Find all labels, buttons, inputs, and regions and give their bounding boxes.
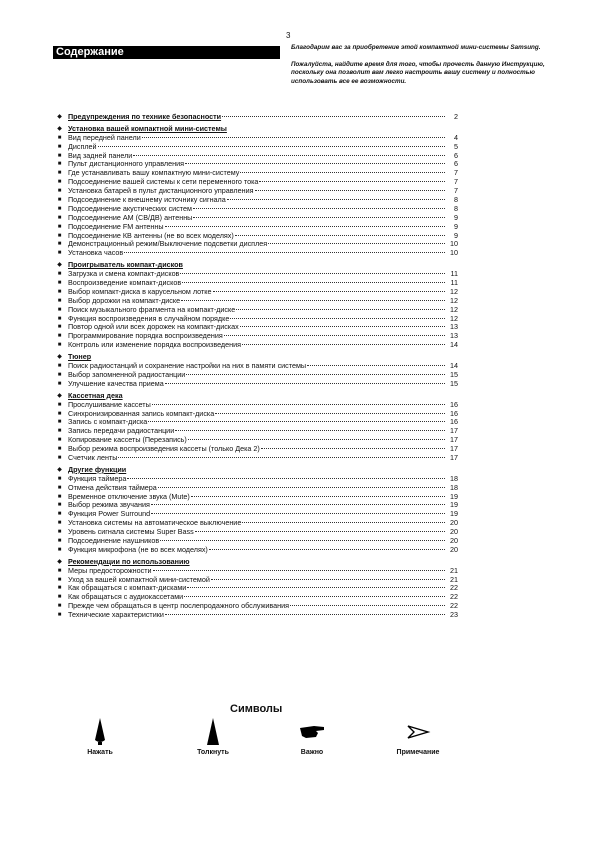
- toc-leader-dots: [195, 531, 445, 532]
- toc-entry-text: Подсоединение к внешнему источнику сигнала: [68, 195, 226, 205]
- symbol-press: [60, 718, 140, 756]
- square-bullet-icon: ■: [57, 232, 62, 239]
- toc-leader-dots: [186, 374, 445, 375]
- square-bullet-icon: ■: [57, 428, 62, 435]
- toc-leader-dots: [255, 190, 446, 191]
- toc-page-number: 9: [454, 212, 458, 222]
- toc-leader-dots: [261, 448, 445, 449]
- toc-section: [57, 260, 458, 350]
- square-bullet-icon: ■: [57, 546, 62, 553]
- square-bullet-icon: ■: [57, 306, 62, 313]
- toc-entry-text: Прослушивание кассеты: [68, 399, 151, 409]
- toc-leader-dots: [158, 487, 445, 488]
- toc-leader-dots: [98, 146, 445, 147]
- square-bullet-icon: ■: [57, 161, 62, 168]
- toc-leader-dots: [182, 282, 445, 283]
- toc-leader-dots: [211, 579, 445, 580]
- square-bullet-icon: ■: [57, 401, 62, 408]
- toc-leader-dots: [215, 413, 445, 414]
- toc-leader-dots: [124, 252, 445, 253]
- table-of-contents: [57, 112, 458, 620]
- toc-entry: [57, 610, 458, 620]
- toc-entry-text: Отмена действия таймера: [68, 482, 157, 492]
- toc-entry: [57, 340, 458, 350]
- toc-entry-text: Выбор компакт-диска в карусельном лотке: [68, 286, 212, 296]
- toc-leader-dots: [235, 235, 445, 236]
- toc-leader-dots: [230, 318, 445, 319]
- toc-page-number: 20: [450, 527, 458, 537]
- toc-page-number: 4: [454, 132, 458, 142]
- intro-paragraph-1: Благодарим вас за приобретение этой компактной мини-системы Samsung.: [291, 44, 541, 51]
- toc-entry: [57, 452, 458, 463]
- toc-entry-text: Выбор режима звучания: [68, 500, 150, 510]
- push-icon: [206, 718, 220, 746]
- toc-leader-dots: [133, 155, 445, 156]
- square-bullet-icon: ■: [57, 214, 62, 221]
- toc-entry-text: Контроль или изменение порядка воспроизведения: [68, 340, 241, 350]
- toc-page-number: 16: [450, 399, 458, 409]
- toc-page-number: 8: [454, 203, 458, 213]
- page-title: Содержание: [53, 46, 280, 59]
- toc-page-number: 9: [454, 230, 458, 240]
- toc-leader-dots: [290, 605, 445, 606]
- toc-leader-dots: [236, 309, 445, 310]
- toc-leader-dots: [224, 335, 445, 336]
- toc-section: [57, 352, 458, 389]
- square-bullet-icon: ■: [57, 271, 62, 278]
- toc-entry-text: Функция таймера: [68, 473, 127, 483]
- toc-entry-text: Подсоединение AM (СВ/ДВ) антенны: [68, 212, 193, 222]
- toc-entry-text: Загрузка и смена компакт-дисков: [68, 269, 180, 279]
- toc-entry-text: Временное отключение звука (Mute): [68, 491, 190, 501]
- toc-page-number: 22: [450, 592, 458, 602]
- toc-entry-text: Повтор одной или всех дорожек на компакт-дисках: [68, 322, 239, 332]
- toc-entry-text: Установка батарей в пульт дистанционного управления: [68, 186, 254, 196]
- toc-page-number: 19: [450, 500, 458, 510]
- square-bullet-icon: ■: [57, 437, 62, 444]
- diamond-bullet-icon: ◆: [57, 558, 62, 565]
- square-bullet-icon: ■: [57, 143, 62, 150]
- square-bullet-icon: ■: [57, 493, 62, 500]
- intro-paragraph-2: Пожалуйста, найдите время для того, чтобы прочесть данную Инструкцию, поскольку она позволит вам легко настроить вашу систему и полностью использовать все ее возможности.: [291, 60, 545, 85]
- square-bullet-icon: ■: [57, 567, 62, 574]
- symbol-label-push: Толкнуть: [197, 749, 229, 756]
- square-bullet-icon: ■: [57, 188, 62, 195]
- toc-leader-dots: [118, 457, 445, 458]
- toc-entry-text: Счетчик ленты: [68, 452, 118, 462]
- toc-leader-dots: [151, 513, 445, 514]
- toc-leader-dots: [193, 208, 445, 209]
- toc-entry-text: Выбор запомненной радиостанции: [68, 369, 186, 379]
- square-bullet-icon: ■: [57, 475, 62, 482]
- toc-entry-text: Технические характеристики: [68, 610, 164, 620]
- symbol-important: [272, 718, 352, 756]
- toc-leader-dots: [148, 421, 445, 422]
- square-bullet-icon: ■: [57, 520, 62, 527]
- toc-entry-text: Подсоединение FM антенны: [68, 221, 164, 231]
- toc-section: [57, 556, 458, 620]
- toc-page-number: 16: [450, 408, 458, 418]
- toc-leader-dots: [227, 199, 445, 200]
- diamond-bullet-icon: ◆: [57, 125, 62, 132]
- square-bullet-icon: ■: [57, 594, 62, 601]
- toc-entry-text: Вид задней панели: [68, 150, 133, 160]
- symbols-title: Символы: [230, 703, 283, 715]
- square-bullet-icon: ■: [57, 205, 62, 212]
- toc-section: [57, 464, 458, 555]
- toc-leader-dots: [242, 344, 445, 345]
- toc-page-number: 12: [450, 313, 458, 323]
- square-bullet-icon: ■: [57, 371, 62, 378]
- square-bullet-icon: ■: [57, 342, 62, 349]
- square-bullet-icon: ■: [57, 537, 62, 544]
- toc-entry-text: Пульт дистанционного управления: [68, 159, 184, 169]
- toc-leader-dots: [160, 540, 445, 541]
- toc-entry-text: Установка системы на автоматическое выключение: [68, 518, 242, 528]
- square-bullet-icon: ■: [57, 410, 62, 417]
- toc-entry-text: Запись передачи радиостанции: [68, 426, 175, 436]
- toc-heading-text: Проигрыватель компакт-дисков: [68, 260, 183, 270]
- toc-entry-text: Синхронизированная запись компакт-диска: [68, 408, 215, 418]
- toc-leader-dots: [188, 439, 445, 440]
- toc-section: [57, 123, 458, 258]
- toc-leader-dots: [175, 430, 445, 431]
- toc-leader-dots: [165, 383, 445, 384]
- toc-page-number: 22: [450, 583, 458, 593]
- square-bullet-icon: ■: [57, 363, 62, 370]
- toc-heading-text: Предупреждения по технике безопасности: [68, 112, 222, 121]
- toc-page-number: 19: [450, 491, 458, 501]
- square-bullet-icon: ■: [57, 502, 62, 509]
- toc-entry-text: Уровень сигнала системы Super Bass: [68, 527, 194, 537]
- toc-entry-text: Уход за вашей компактной мини-системой: [68, 574, 210, 584]
- toc-entry-text: Поиск музыкального фрагмента на компакт-диске: [68, 304, 236, 314]
- toc-page-number: 17: [450, 435, 458, 445]
- toc-page-number: 2: [454, 112, 458, 121]
- toc-entry-text: Функция Power Surround: [68, 509, 151, 519]
- toc-page-number: 17: [450, 444, 458, 454]
- toc-heading-text: Другие функции: [68, 464, 127, 474]
- square-bullet-icon: ■: [57, 454, 62, 461]
- toc-leader-dots: [165, 614, 445, 615]
- square-bullet-icon: ■: [57, 484, 62, 491]
- toc-entry-text: Улучшение качества приема: [68, 378, 164, 388]
- toc-page-number: 21: [450, 565, 458, 575]
- square-bullet-icon: ■: [57, 134, 62, 141]
- toc-leader-dots: [193, 217, 445, 218]
- toc-page-number: 19: [450, 509, 458, 519]
- toc-page-number: 17: [450, 426, 458, 436]
- toc-page-number: 22: [450, 601, 458, 611]
- square-bullet-icon: ■: [57, 241, 62, 248]
- toc-leader-dots: [185, 163, 445, 164]
- toc-page-number: 6: [454, 159, 458, 169]
- diamond-bullet-icon: ◆: [57, 114, 62, 120]
- square-bullet-icon: ■: [57, 179, 62, 186]
- square-bullet-icon: ■: [57, 280, 62, 287]
- toc-leader-dots: [240, 172, 445, 173]
- square-bullet-icon: ■: [57, 380, 62, 387]
- square-bullet-icon: ■: [57, 250, 62, 257]
- square-bullet-icon: ■: [57, 612, 62, 619]
- square-bullet-icon: ■: [57, 511, 62, 518]
- toc-page-number: 15: [450, 369, 458, 379]
- toc-page-number: 5: [454, 141, 458, 151]
- toc-page-number: 13: [450, 322, 458, 332]
- toc-entry: [57, 132, 458, 143]
- toc-leader-dots: [259, 181, 445, 182]
- note-arrow-icon: [404, 718, 432, 746]
- square-bullet-icon: ■: [57, 152, 62, 159]
- toc-page-number: 11: [450, 269, 458, 279]
- toc-leader-dots: [184, 596, 445, 597]
- pointing-hand-icon: [298, 718, 326, 746]
- diamond-bullet-icon: ◆: [57, 262, 62, 269]
- toc-leader-dots: [213, 291, 445, 292]
- toc-leader-dots: [240, 326, 445, 327]
- toc-heading-text: Тюнер: [68, 352, 92, 362]
- toc-page-number: 7: [454, 168, 458, 178]
- toc-heading-text: Установка вашей компактной мини-системы: [68, 123, 227, 133]
- toc-entry-text: Функция микрофона (не во всех моделях): [68, 544, 208, 554]
- toc-entry-text: Программирование порядка воспроизведения: [68, 331, 223, 341]
- square-bullet-icon: ■: [57, 529, 62, 536]
- toc-page-number: 13: [450, 331, 458, 341]
- toc-section-heading: [57, 112, 458, 122]
- toc-page-number: 15: [450, 378, 458, 388]
- toc-leader-dots: [142, 137, 445, 138]
- square-bullet-icon: ■: [57, 297, 62, 304]
- toc-section: [57, 112, 458, 122]
- toc-entry-text: Поиск радиостанций и сохранение настройки на них в памяти системы: [68, 361, 307, 371]
- toc-section: [57, 390, 458, 463]
- toc-entry-text: Функция воспроизведения в случайном порядке: [68, 313, 230, 323]
- press-icon: [93, 718, 107, 746]
- toc-page-number: 12: [450, 304, 458, 314]
- toc-page-number: 7: [454, 186, 458, 196]
- toc-leader-dots: [307, 365, 445, 366]
- toc-page-number: 23: [450, 610, 458, 620]
- toc-entry-text: Демонстрационный режим/Выключение подсветки дисплея: [68, 239, 268, 249]
- toc-leader-dots: [127, 478, 445, 479]
- toc-page-number: 18: [450, 473, 458, 483]
- toc-heading-text: Рекомендации по использованию: [68, 556, 190, 566]
- toc-entry-text: Подсоединение акустических систем: [68, 203, 192, 213]
- toc-leader-dots: [222, 116, 445, 117]
- toc-entry-text: Прежде чем обращаться в центр послепродажного обслуживания: [68, 601, 289, 611]
- toc-entry-text: Подсоединение наушников: [68, 535, 160, 545]
- square-bullet-icon: ■: [57, 315, 62, 322]
- symbol-label-press: Нажать: [87, 749, 113, 756]
- symbol-label-important: Важно: [300, 749, 324, 756]
- square-bullet-icon: ■: [57, 419, 62, 426]
- diamond-bullet-icon: ◆: [57, 354, 62, 361]
- toc-entry: [57, 378, 458, 389]
- square-bullet-icon: ■: [57, 576, 62, 583]
- toc-leader-dots: [180, 273, 445, 274]
- toc-entry-text: Выбор дорожки на компакт-диске: [68, 295, 181, 305]
- square-bullet-icon: ■: [57, 585, 62, 592]
- square-bullet-icon: ■: [57, 324, 62, 331]
- toc-page-number: 12: [450, 295, 458, 305]
- diamond-bullet-icon: ◆: [57, 392, 62, 399]
- toc-entry-text: Дисплей: [68, 141, 97, 151]
- toc-entry: [57, 444, 458, 454]
- toc-page-number: 14: [450, 361, 458, 371]
- toc-entry-text: Воспроизведение компакт-дисков: [68, 278, 182, 288]
- toc-page-number: 10: [450, 248, 458, 258]
- page-number: 3: [286, 31, 291, 40]
- toc-leader-dots: [152, 404, 445, 405]
- toc-heading-text: Кассетная дека: [68, 390, 123, 400]
- toc-leader-dots: [191, 496, 445, 497]
- square-bullet-icon: ■: [57, 223, 62, 230]
- toc-entry: [57, 248, 458, 258]
- toc-leader-dots: [242, 522, 445, 523]
- toc-page-number: 8: [454, 195, 458, 205]
- toc-entry-text: Установка часов: [68, 248, 124, 258]
- toc-page-number: 21: [450, 574, 458, 584]
- toc-entry-text: Как обращаться с компакт-дисками: [68, 583, 187, 593]
- toc-page-number: 20: [450, 518, 458, 528]
- toc-entry: [57, 544, 458, 555]
- symbol-push: [173, 718, 253, 756]
- toc-page-number: 17: [450, 452, 458, 462]
- toc-entry-text: Меры предосторожности: [68, 565, 152, 575]
- toc-leader-dots: [181, 300, 445, 301]
- toc-entry-text: Как обращаться с аудиокассетами: [68, 592, 184, 602]
- toc-page-number: 6: [454, 150, 458, 160]
- square-bullet-icon: ■: [57, 170, 62, 177]
- square-bullet-icon: ■: [57, 288, 62, 295]
- square-bullet-icon: ■: [57, 197, 62, 204]
- square-bullet-icon: ■: [57, 603, 62, 610]
- toc-entry-text: Выбор режима воспроизведения кассеты (только Дека 2): [68, 444, 260, 454]
- toc-section-heading: [57, 464, 458, 475]
- toc-leader-dots: [151, 504, 445, 505]
- toc-page-number: 9: [454, 221, 458, 231]
- intro-text: [291, 44, 551, 94]
- toc-entry-text: Вид передней панели: [68, 132, 141, 142]
- toc-leader-dots: [268, 243, 445, 244]
- toc-entry: [57, 239, 458, 249]
- toc-entry-text: Подсоединение КВ антенны (не во всех моделях): [68, 230, 234, 240]
- toc-leader-dots: [209, 549, 445, 550]
- toc-page-number: 20: [450, 535, 458, 545]
- toc-page-number: 10: [450, 239, 458, 249]
- diamond-bullet-icon: ◆: [57, 466, 62, 473]
- toc-page-number: 11: [450, 278, 458, 288]
- toc-entry-text: Где устанавливать вашу компактную мини-систему: [68, 168, 240, 178]
- toc-leader-dots: [153, 570, 445, 571]
- square-bullet-icon: ■: [57, 333, 62, 340]
- toc-leader-dots: [187, 587, 445, 588]
- symbol-note: [378, 718, 458, 756]
- toc-leader-dots: [165, 226, 445, 227]
- symbol-label-note: Примечание: [396, 749, 440, 756]
- toc-page-number: 12: [450, 286, 458, 296]
- toc-page-number: 14: [450, 340, 458, 350]
- toc-page-number: 18: [450, 482, 458, 492]
- toc-page-number: 16: [450, 417, 458, 427]
- toc-entry-text: Запись с компакт-диска: [68, 417, 148, 427]
- toc-page-number: 20: [450, 544, 458, 554]
- square-bullet-icon: ■: [57, 446, 62, 453]
- toc-entry-text: Копирование кассеты (Перезапись): [68, 435, 187, 445]
- toc-page-number: 7: [454, 177, 458, 187]
- toc-entry-text: Подсоединение вашей системы к сети переменного тока: [68, 177, 259, 187]
